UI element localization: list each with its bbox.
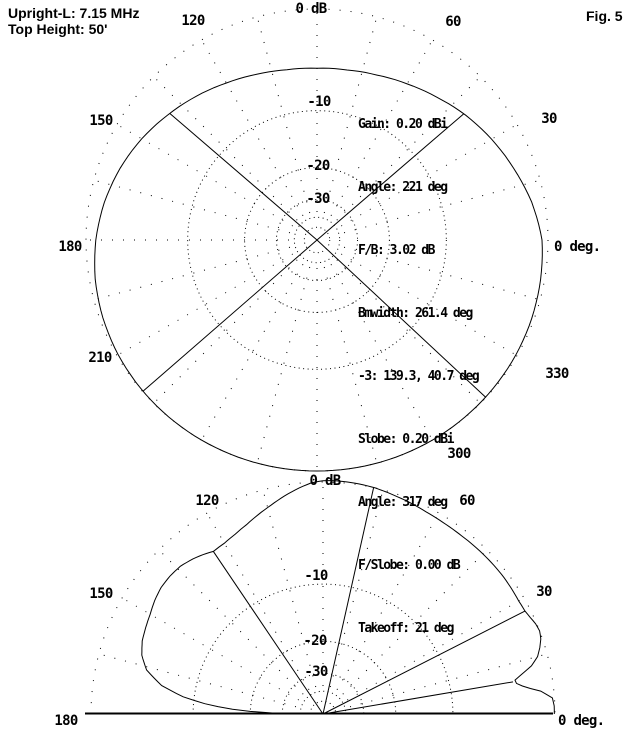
el-angle-label-60: 60	[459, 493, 475, 509]
az-ring-label-30: -30	[306, 191, 330, 207]
plot-title	[8, 5, 139, 37]
stat-angle: Angle: 221 deg	[358, 180, 447, 195]
stat-fb: F/B: 3.02 dB	[358, 243, 434, 258]
stat-bmwidth: Bmwidth: 261.4 deg	[358, 306, 472, 321]
az-angle-label-30: 30	[541, 111, 557, 127]
az-ring-label-10: -10	[307, 94, 331, 110]
figure-number-label: Fig. 5	[586, 8, 623, 24]
el-outer-db-label: 0 dB	[309, 473, 341, 489]
pattern-stats-block	[358, 72, 478, 681]
el-ring-label-10: -10	[304, 568, 328, 584]
az-angle-label-120: 120	[181, 13, 205, 29]
stat-slobe-angle: Angle: 317 deg	[358, 495, 447, 510]
az-angle-label-210: 210	[88, 350, 112, 366]
el-angle-label-30: 30	[536, 584, 552, 600]
stat-takeoff: Takeoff: 21 deg	[358, 621, 453, 636]
el-ring-label-20: -20	[303, 633, 327, 649]
az-angle-label-330: 330	[545, 366, 569, 382]
az-angle-label-0: 0 deg.	[554, 239, 601, 255]
az-ring-label-20: -20	[306, 158, 330, 174]
title-line-2: Top Height: 50'	[8, 21, 108, 37]
el-angle-label-150: 150	[89, 586, 113, 602]
el-angle-label-0: 0 deg.	[558, 713, 605, 729]
title-line-1: Upright-L: 7.15 MHz	[8, 5, 140, 21]
elevation-pattern-trace	[142, 481, 555, 714]
stat-slobe: Slobe: 0.20 dBi	[358, 432, 453, 447]
stat-fslobe: F/Slobe: 0.00 dB	[358, 558, 460, 573]
az-angle-label-300: 300	[447, 446, 471, 462]
azimuth-plot	[86, 9, 548, 471]
el-angle-label-120: 120	[195, 493, 219, 509]
az-angle-label-60: 60	[445, 14, 461, 30]
az-angle-label-150: 150	[89, 113, 113, 129]
el-angle-label-180: 180	[54, 713, 78, 729]
az-angle-label-180: 180	[58, 239, 82, 255]
az-outer-db-label: 0 dB	[295, 1, 327, 17]
stat-minus3: -3: 139.3, 40.7 deg	[358, 369, 479, 384]
stat-gain: Gain: 0.20 dBi	[358, 117, 447, 132]
el-ring-label-30: -30	[304, 664, 328, 680]
